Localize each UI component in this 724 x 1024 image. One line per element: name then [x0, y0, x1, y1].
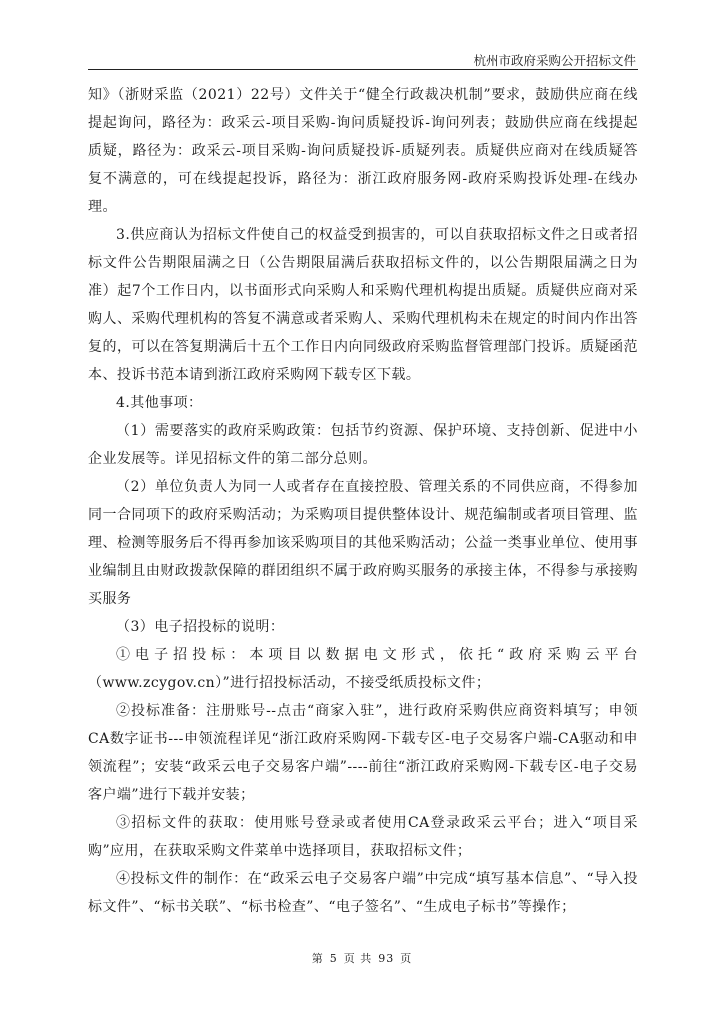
page-mid: 页 共	[343, 952, 373, 965]
document-body	[88, 81, 638, 921]
paragraph-make-bid-file: ④投标文件的制作：在“政采云电子交易客户端”中完成“填写基本信息”、“导入投标文件”、“标书关联”、“标书检查”、“电子签名”、“生成电子标书”等操作；	[88, 871, 638, 915]
paragraph-policy: （1）需要落实的政府采购政策：包括节约资源、保护环境、支持创新、促进中小企业发展等。详见招标文件的第二部分总则。	[88, 423, 638, 467]
total-pages-number: 93	[378, 952, 395, 965]
current-page-number: 5	[329, 952, 338, 965]
document-header-title: 杭州市政府采购公开招标文件	[473, 53, 636, 68]
paragraph-e-bidding-heading: （3）电子招投标的说明：	[116, 619, 285, 635]
paragraph-item-3-challenge: 3.供应商认为招标文件使自己的权益受到损害的，可以自获取招标文件之日或者招标文件公告期限届满之日（公告期限届满后获取招标文件的，以公告期限届满之日为准）起7个工作日内，以书面形式向采购人和采购代理机构提出质疑。质疑供应商对采购人、采购代理机构的答复不满意或者采购人、采购代理机构未在规定的时间内作出答复的，可以在答复期满后十五个工作日内向同级政府采购监督管理部门投诉。质疑函范本、投诉书范本请到浙江政府采购网下载专区下载。	[88, 227, 638, 383]
paragraph-obtain-documents: ③招标文件的获取：使用账号登录或者使用CA登录政采云平台；进入“项目采购”应用，在获取采购文件菜单中选择项目，获取招标文件；	[88, 815, 638, 859]
paragraph-item-4-heading: 4.其他事项：	[116, 395, 203, 411]
page-number-footer	[0, 950, 724, 966]
paragraph-bid-preparation: ②投标准备：注册账号--点击“商家入驻”，进行政府采购供应商资料填写；申领CA数字证书---申领流程详见“浙江政府采购网-下载专区-电子交易客户端-CA驱动和申领流程”；安装“政采云电子交易客户端”----前往“浙江政府采购网-下载专区-电子交易客户端”进行下载并安装；	[88, 703, 638, 803]
paragraph-e-bidding: ①电子招投标：本项目以数据电文形式，依托“政府采购云平台（www.zcygov.cn）”进行招投标活动，不接受纸质投标文件；	[88, 647, 638, 691]
page-suffix: 页	[400, 952, 413, 965]
page-prefix: 第	[311, 952, 324, 965]
paragraph-challenge-path: 知》（浙财采监（2021）22号）文件关于“健全行政裁决机制”要求，鼓励供应商在线提起询问，路径为：政采云-项目采购-询问质疑投诉-询问列表；鼓励供应商在线提起质疑，路径为：政采云-项目采购-询问质疑投诉-质疑列表。质疑供应商对在线质疑答复不满意的，可在线提起投诉，路径为：浙江政府服务网-政府采购投诉处理-在线办理。	[88, 87, 638, 215]
header-divider	[88, 69, 638, 70]
paragraph-restrictions: （2）单位负责人为同一人或者存在直接控股、管理关系的不同供应商，不得参加同一合同项下的政府采购活动；为采购项目提供整体设计、规范编制或者项目管理、监理、检测等服务后不得再参加该采购项目的其他采购活动；公益一类事业单位、使用事业编制且由财政拨款保障的群团组织不属于政府购买服务的承接主体，不得参与承接购买服务	[88, 479, 638, 607]
